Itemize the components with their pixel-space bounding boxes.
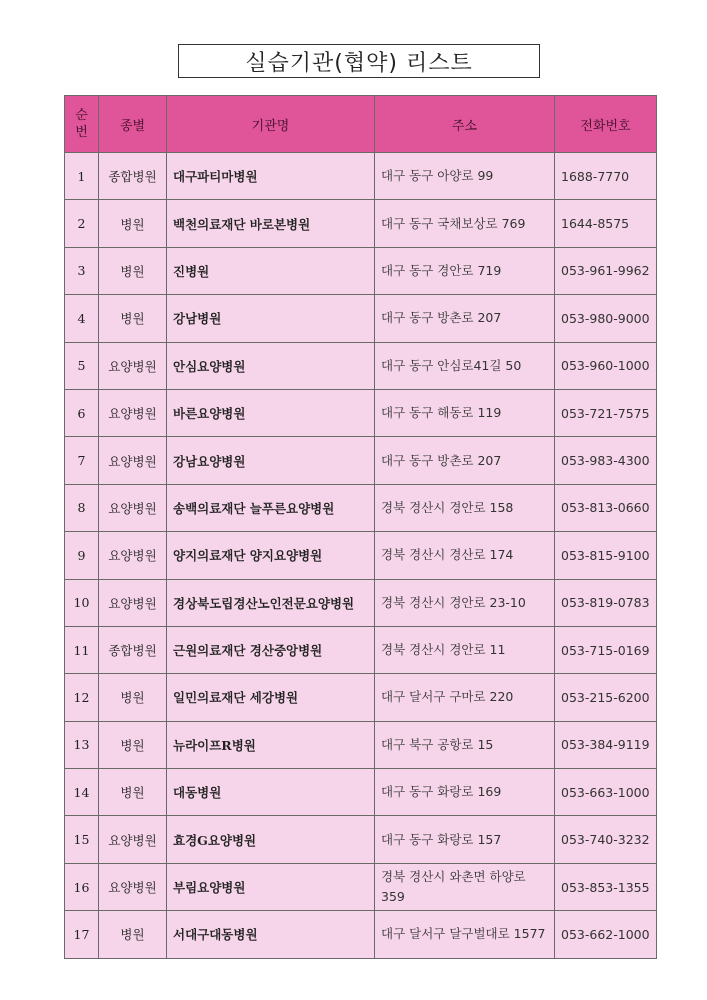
row-address: 대구 동구 경안로 719	[375, 247, 555, 294]
row-address: 경북 경산시 경안로 11	[375, 626, 555, 673]
row-address: 대구 동구 안심로41길 50	[375, 342, 555, 389]
header-type: 종별	[99, 96, 167, 153]
row-type: 병원	[99, 769, 167, 816]
row-org-name: 효경G요양병원	[167, 816, 375, 863]
row-org-name: 양지의료재단 양지요양병원	[167, 532, 375, 579]
row-number: 6	[65, 389, 99, 436]
page-title: 실습기관(협약) 리스트	[178, 44, 540, 78]
row-phone: 053-662-1000	[555, 911, 657, 958]
row-phone: 053-813-0660	[555, 484, 657, 531]
row-phone: 053-721-7575	[555, 389, 657, 436]
row-org-name: 경상북도립경산노인전문요양병원	[167, 579, 375, 626]
row-org-name: 백천의료재단 바로본병원	[167, 200, 375, 247]
row-phone: 053-960-1000	[555, 342, 657, 389]
row-phone: 053-384-9119	[555, 721, 657, 768]
row-address: 대구 달서구 구마로 220	[375, 674, 555, 721]
row-type: 병원	[99, 674, 167, 721]
table-row	[65, 200, 657, 247]
table-row	[65, 863, 657, 910]
table-row	[65, 532, 657, 579]
table-row	[65, 674, 657, 721]
table-row	[65, 769, 657, 816]
row-phone: 1644-8575	[555, 200, 657, 247]
header-number-line1: 순	[75, 108, 88, 123]
row-type: 요양병원	[99, 342, 167, 389]
row-address: 대구 동구 화랑로 169	[375, 769, 555, 816]
row-phone: 053-740-3232	[555, 816, 657, 863]
row-org-name: 뉴라이프R병원	[167, 721, 375, 768]
row-type: 요양병원	[99, 389, 167, 436]
row-phone: 053-961-9962	[555, 247, 657, 294]
row-org-name: 서대구대동병원	[167, 911, 375, 958]
row-address: 경북 경산시 와촌면 하양로 359	[375, 863, 555, 910]
row-org-name: 바른요양병원	[167, 389, 375, 436]
row-address: 경북 경산시 경산로 174	[375, 532, 555, 579]
row-type: 요양병원	[99, 532, 167, 579]
institution-table	[64, 95, 657, 959]
row-number: 5	[65, 342, 99, 389]
row-number: 4	[65, 295, 99, 342]
table-row	[65, 295, 657, 342]
row-address: 대구 동구 국채보상로 769	[375, 200, 555, 247]
row-org-name: 일민의료재단 세강병원	[167, 674, 375, 721]
row-number: 17	[65, 911, 99, 958]
row-org-name: 부림요양병원	[167, 863, 375, 910]
row-address: 대구 달서구 달구벌대로 1577	[375, 911, 555, 958]
row-address: 대구 동구 방촌로 207	[375, 437, 555, 484]
row-type: 병원	[99, 295, 167, 342]
row-phone: 053-815-9100	[555, 532, 657, 579]
row-number: 7	[65, 437, 99, 484]
table-row	[65, 153, 657, 200]
row-address: 경북 경산시 경안로 158	[375, 484, 555, 531]
row-type: 요양병원	[99, 863, 167, 910]
row-type: 요양병원	[99, 816, 167, 863]
table-row	[65, 247, 657, 294]
row-number: 3	[65, 247, 99, 294]
row-phone: 053-983-4300	[555, 437, 657, 484]
row-number: 12	[65, 674, 99, 721]
row-number: 10	[65, 579, 99, 626]
row-type: 병원	[99, 200, 167, 247]
table-row	[65, 721, 657, 768]
row-phone: 053-715-0169	[555, 626, 657, 673]
row-org-name: 대구파티마병원	[167, 153, 375, 200]
table-row	[65, 579, 657, 626]
row-org-name: 근원의료재단 경산중앙병원	[167, 626, 375, 673]
row-phone: 053-853-1355	[555, 863, 657, 910]
row-type: 요양병원	[99, 437, 167, 484]
header-number-line2: 번	[75, 125, 88, 140]
row-address: 대구 동구 아양로 99	[375, 153, 555, 200]
row-number: 1	[65, 153, 99, 200]
row-org-name: 대동병원	[167, 769, 375, 816]
row-number: 13	[65, 721, 99, 768]
row-org-name: 안심요양병원	[167, 342, 375, 389]
row-phone: 053-819-0783	[555, 579, 657, 626]
row-type: 병원	[99, 911, 167, 958]
row-type: 요양병원	[99, 484, 167, 531]
table-row	[65, 437, 657, 484]
row-address: 대구 동구 화랑로 157	[375, 816, 555, 863]
row-org-name: 송백의료재단 늘푸른요양병원	[167, 484, 375, 531]
header-org: 기관명	[167, 96, 375, 153]
row-address: 대구 동구 해동로 119	[375, 389, 555, 436]
row-type: 병원	[99, 721, 167, 768]
table-row	[65, 484, 657, 531]
row-address: 경북 경산시 경안로 23-10	[375, 579, 555, 626]
row-org-name: 강남요양병원	[167, 437, 375, 484]
row-number: 9	[65, 532, 99, 579]
row-number: 8	[65, 484, 99, 531]
row-type: 종합병원	[99, 153, 167, 200]
row-phone: 1688-7770	[555, 153, 657, 200]
table-row	[65, 911, 657, 958]
row-type: 종합병원	[99, 626, 167, 673]
row-phone: 053-215-6200	[555, 674, 657, 721]
row-number: 2	[65, 200, 99, 247]
row-number: 15	[65, 816, 99, 863]
row-address: 대구 동구 방촌로 207	[375, 295, 555, 342]
row-org-name: 진병원	[167, 247, 375, 294]
table-header-row	[65, 96, 657, 153]
header-number	[65, 96, 99, 153]
header-phone: 전화번호	[555, 96, 657, 153]
table-row	[65, 816, 657, 863]
row-type: 병원	[99, 247, 167, 294]
row-number: 11	[65, 626, 99, 673]
table-row	[65, 342, 657, 389]
row-address: 대구 북구 공항로 15	[375, 721, 555, 768]
row-number: 14	[65, 769, 99, 816]
row-phone: 053-980-9000	[555, 295, 657, 342]
header-address: 주소	[375, 96, 555, 153]
table-row	[65, 389, 657, 436]
table-row	[65, 626, 657, 673]
row-phone: 053-663-1000	[555, 769, 657, 816]
row-number: 16	[65, 863, 99, 910]
row-org-name: 강남병원	[167, 295, 375, 342]
row-type: 요양병원	[99, 579, 167, 626]
